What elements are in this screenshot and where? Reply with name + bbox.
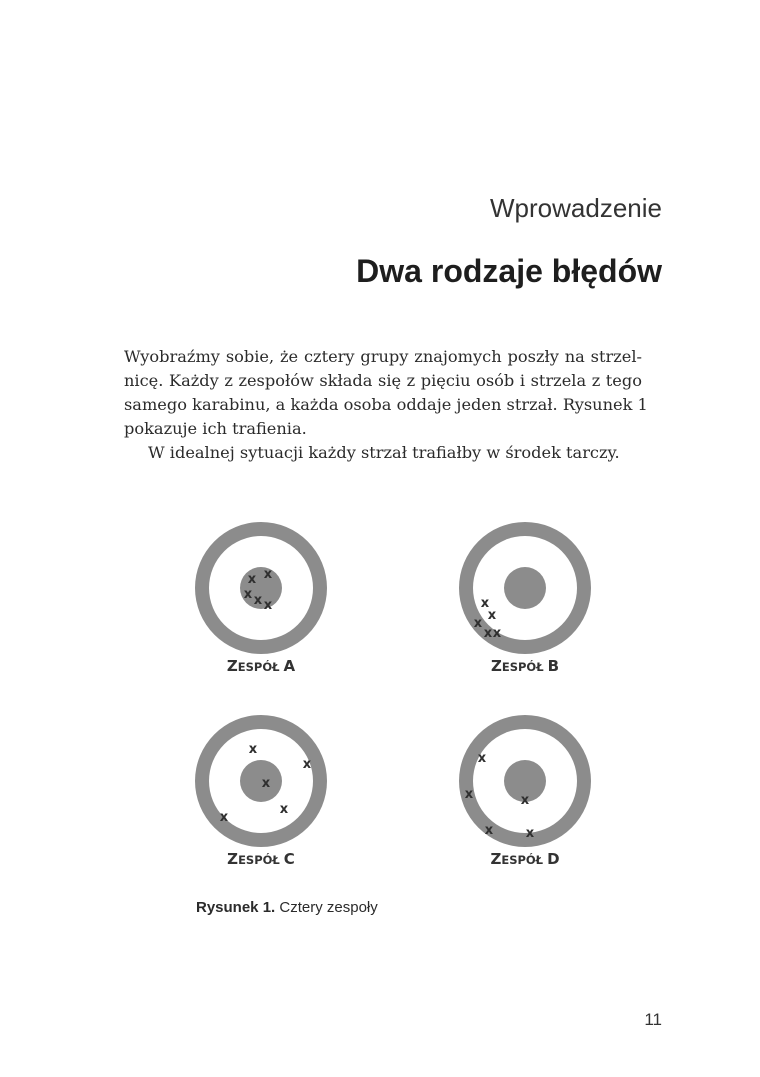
paragraph-1-line-4: pokazuje ich trafienia.: [124, 419, 307, 438]
hit-mark: x: [520, 793, 530, 808]
paragraph-1-line-3: samego karabinu, a każda osoba oddaje jeden strzał. Rysunek 1: [124, 395, 648, 414]
target-team-a: [195, 522, 327, 675]
paragraph-1-line-1: Wyobraźmy sobie, że cztery grupy znajomych poszły na strzel-: [124, 347, 642, 366]
hit-mark: x: [492, 626, 502, 641]
figure-caption-text: Cztery zespoły: [275, 899, 378, 916]
figure-caption-label: Rysunek 1.: [196, 899, 276, 916]
hit-mark: x: [263, 598, 273, 613]
hit-mark: x: [263, 567, 273, 582]
chapter-label: Wprowadzenie: [490, 193, 662, 223]
hit-mark: x: [480, 596, 490, 611]
hit-mark: x: [248, 742, 258, 757]
paragraph-1-line-2: nicę. Każdy z zespołów składa się z pięciu osób i strzela z tego: [124, 371, 642, 390]
target-bullseye: [504, 567, 546, 609]
team-label: ZESPÓŁ A: [226, 657, 296, 675]
hit-mark: x: [247, 572, 257, 587]
target-team-c: [195, 715, 327, 868]
hit-mark: x: [261, 776, 271, 791]
page-number: 11: [644, 1010, 662, 1029]
target-team-b: [459, 522, 591, 675]
target-team-d: [459, 715, 591, 868]
hit-mark: x: [302, 757, 312, 772]
figure-caption: [196, 899, 378, 916]
chapter-title: Dwa rodzaje błędów: [356, 253, 662, 289]
hit-mark: x: [477, 751, 487, 766]
team-label: ZESPÓŁ D: [490, 850, 560, 868]
hit-mark: x: [219, 810, 229, 825]
hit-mark: x: [473, 616, 483, 631]
team-label: ZESPÓŁ B: [490, 657, 560, 675]
hit-mark: x: [253, 593, 263, 608]
hit-mark: x: [484, 823, 494, 838]
hit-mark: x: [464, 787, 474, 802]
hit-mark: x: [243, 587, 253, 602]
team-label: ZESPÓŁ C: [227, 850, 295, 868]
hit-mark: x: [525, 826, 535, 841]
hit-mark: x: [487, 608, 497, 623]
hit-mark: x: [483, 626, 493, 641]
hit-mark: x: [279, 802, 289, 817]
paragraph-2: W idealnej sytuacji każdy strzał trafiałby w środek tarczy.: [148, 443, 620, 462]
